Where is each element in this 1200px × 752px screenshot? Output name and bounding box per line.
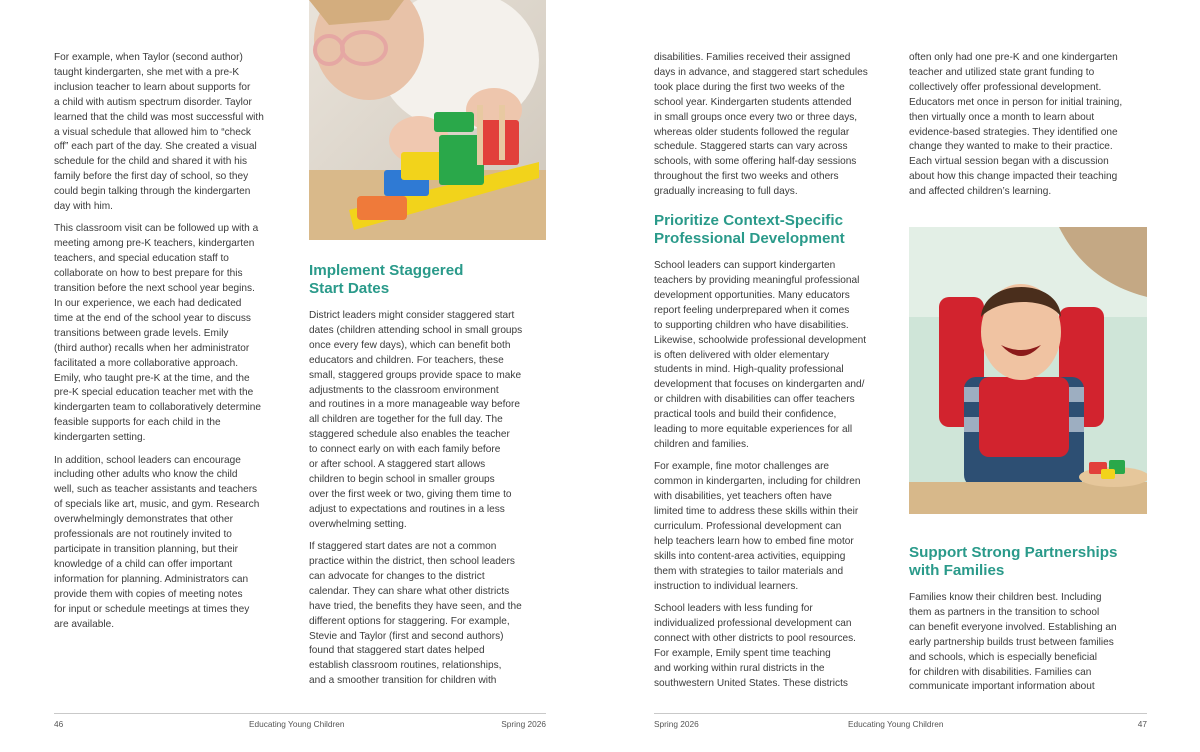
stacking-toy-image bbox=[309, 0, 546, 240]
paragraph: For example, fine motor challenges are common in kindergarten, including for children with disabilities, yet teachers often have limited time to address these skills within their curriculum. Professional development can help teachers learn how to embed fine motor skills into content-area activities, equipping them with strategies to tailor materials and instruction to individual learners. bbox=[654, 461, 861, 592]
right-page bbox=[600, 0, 1200, 752]
paragraph: School leaders can support kindergarten teachers by providing meaningful professional development opportunities. Many educators report feeling underprepared when it comes to supporting children who have disabilities. Likewise, schoolwide professional development is often delivered with older elementary students in mind. High-quality professional development that focuses on kindergarten and/ or children with disabilities can offer teachers practical tools and build their confidence, leading to more equitable experiences for all children and families. bbox=[654, 260, 867, 450]
paragraph: If staggered start dates are not a common practice within the district, then school leaders can advocate for changes to the district calendar. They can share what other districts have tried, the benefits they have seen, and the different options for staggering. For example, Stevie and Taylor (first and second authors) found that staggered start dates helped establish classroom routines, relationships, and a smoother transition for children with bbox=[309, 541, 522, 687]
right-col-2-top bbox=[909, 51, 1154, 208]
right-col-2-bottom bbox=[909, 544, 1154, 703]
magazine-title: Educating Young Children bbox=[848, 719, 944, 729]
paragraph: This classroom visit can be followed up with a meeting among pre-K teachers, kindergarten teachers, and special education staff to collaborate on how to best prepare for this transition before the next school year begins. In our experience, we each had dedicated time at the end of the school year to discuss transitions between grade levels. Emily (third author) recalls when her administrator facilitated a more collaborative approach. Emily, who taught pre-K at the time, and the pre-K special education teacher met with the kindergarten team to collaboratively determine feasible supports for each child in the kindergarten setting. bbox=[54, 223, 262, 444]
right-footer bbox=[654, 713, 1147, 738]
paragraph: Families know their children best. Including them as partners in the transition to school can benefit everyone involved. Establishing an early partnership builds trust between families and schools, which is especially beneficial for children with disabilities. Families can communicate important information about bbox=[909, 592, 1117, 693]
page-number: 46 bbox=[54, 719, 64, 729]
paragraph: disabilities. Families received their assigned days in advance, and staggered start schedules took place during the first two weeks of the school year. Kindergarten students attended in small groups once every two or three days, whereas older students followed the regular schedule. Staggered starts can vary across schools, with some offering half-day sessions throughout the first two weeks and others gradually increasing to full days. bbox=[654, 52, 868, 198]
paragraph: In addition, school leaders can encourage including other adults who know the child well, such as teacher assistants and teachers of specials like art, music, and gym. Research overwhelmingly demonstrates that other professionals are not routinely invited to participate in transition planning, but their knowledge of a child can offer important information for planning. Administrators can provide them with copies of meeting notes for input or schedule meetings at times they are available. bbox=[54, 454, 260, 630]
issue-date: Spring 2026 bbox=[654, 719, 699, 729]
wheelchair-boy-image bbox=[909, 227, 1147, 514]
right-col-1 bbox=[654, 51, 899, 699]
section-heading-staggered: Implement Staggered Start Dates bbox=[309, 262, 464, 297]
issue-date: Spring 2026 bbox=[501, 719, 546, 729]
paragraph: District leaders might consider staggered start dates (children attending school in small groups once every few days), which can benefit both educators and children. For teachers, these small, staggered groups provide space to make adjustments to the classroom environment and routines in a more manageable way before all children are together for the full day. The staggered schedule also enables the teacher to connect early on with each family before or after school. A staggered start allows children to begin school in smaller groups over the first week or two, giving them time to adjust to expectations and routines in a less overwhelming setting. bbox=[309, 310, 523, 530]
paragraph: School leaders with less funding for individualized professional development can connect with other districts to pool resources. For example, Emily spent time teaching and working within rural districts in the southwestern United States. These districts bbox=[654, 603, 856, 689]
photo-boy-in-wheelchair bbox=[909, 227, 1147, 514]
paragraph: For example, when Taylor (second author) taught kindergarten, she met with a pre-K inclusion teacher to learn about supports for a child with autism spectrum disorder. Taylor learned that the child was most successful with a visual schedule that allowed him to “check off” each part of the day. She created a visual schedule for the child and shared it with his family before the first day of school, so they could begin talking through the kindergarten day with him. bbox=[54, 52, 264, 213]
section-heading-professional-development: Prioritize Context-Specific Professional Development bbox=[654, 212, 845, 248]
paragraph: often only had one pre-K and one kindergarten teacher and utilized state grant funding to collectively offer professional development. Educators met once in person for initial training, then virtually once a month to learn about evidence-based strategies. They identified one change they wanted to make to their practice. Each virtual session began with a discussion about how this change impacted their teaching and affected children’s learning. bbox=[909, 52, 1123, 198]
section-heading-partnerships: Support Strong Partnerships with Families bbox=[909, 544, 1118, 579]
left-footer bbox=[54, 713, 546, 738]
page-number: 47 bbox=[1137, 719, 1147, 729]
left-col-2 bbox=[309, 262, 554, 697]
magazine-title: Educating Young Children bbox=[249, 719, 345, 729]
left-col-1 bbox=[54, 51, 294, 640]
photo-child-stacking-toy bbox=[309, 0, 546, 240]
